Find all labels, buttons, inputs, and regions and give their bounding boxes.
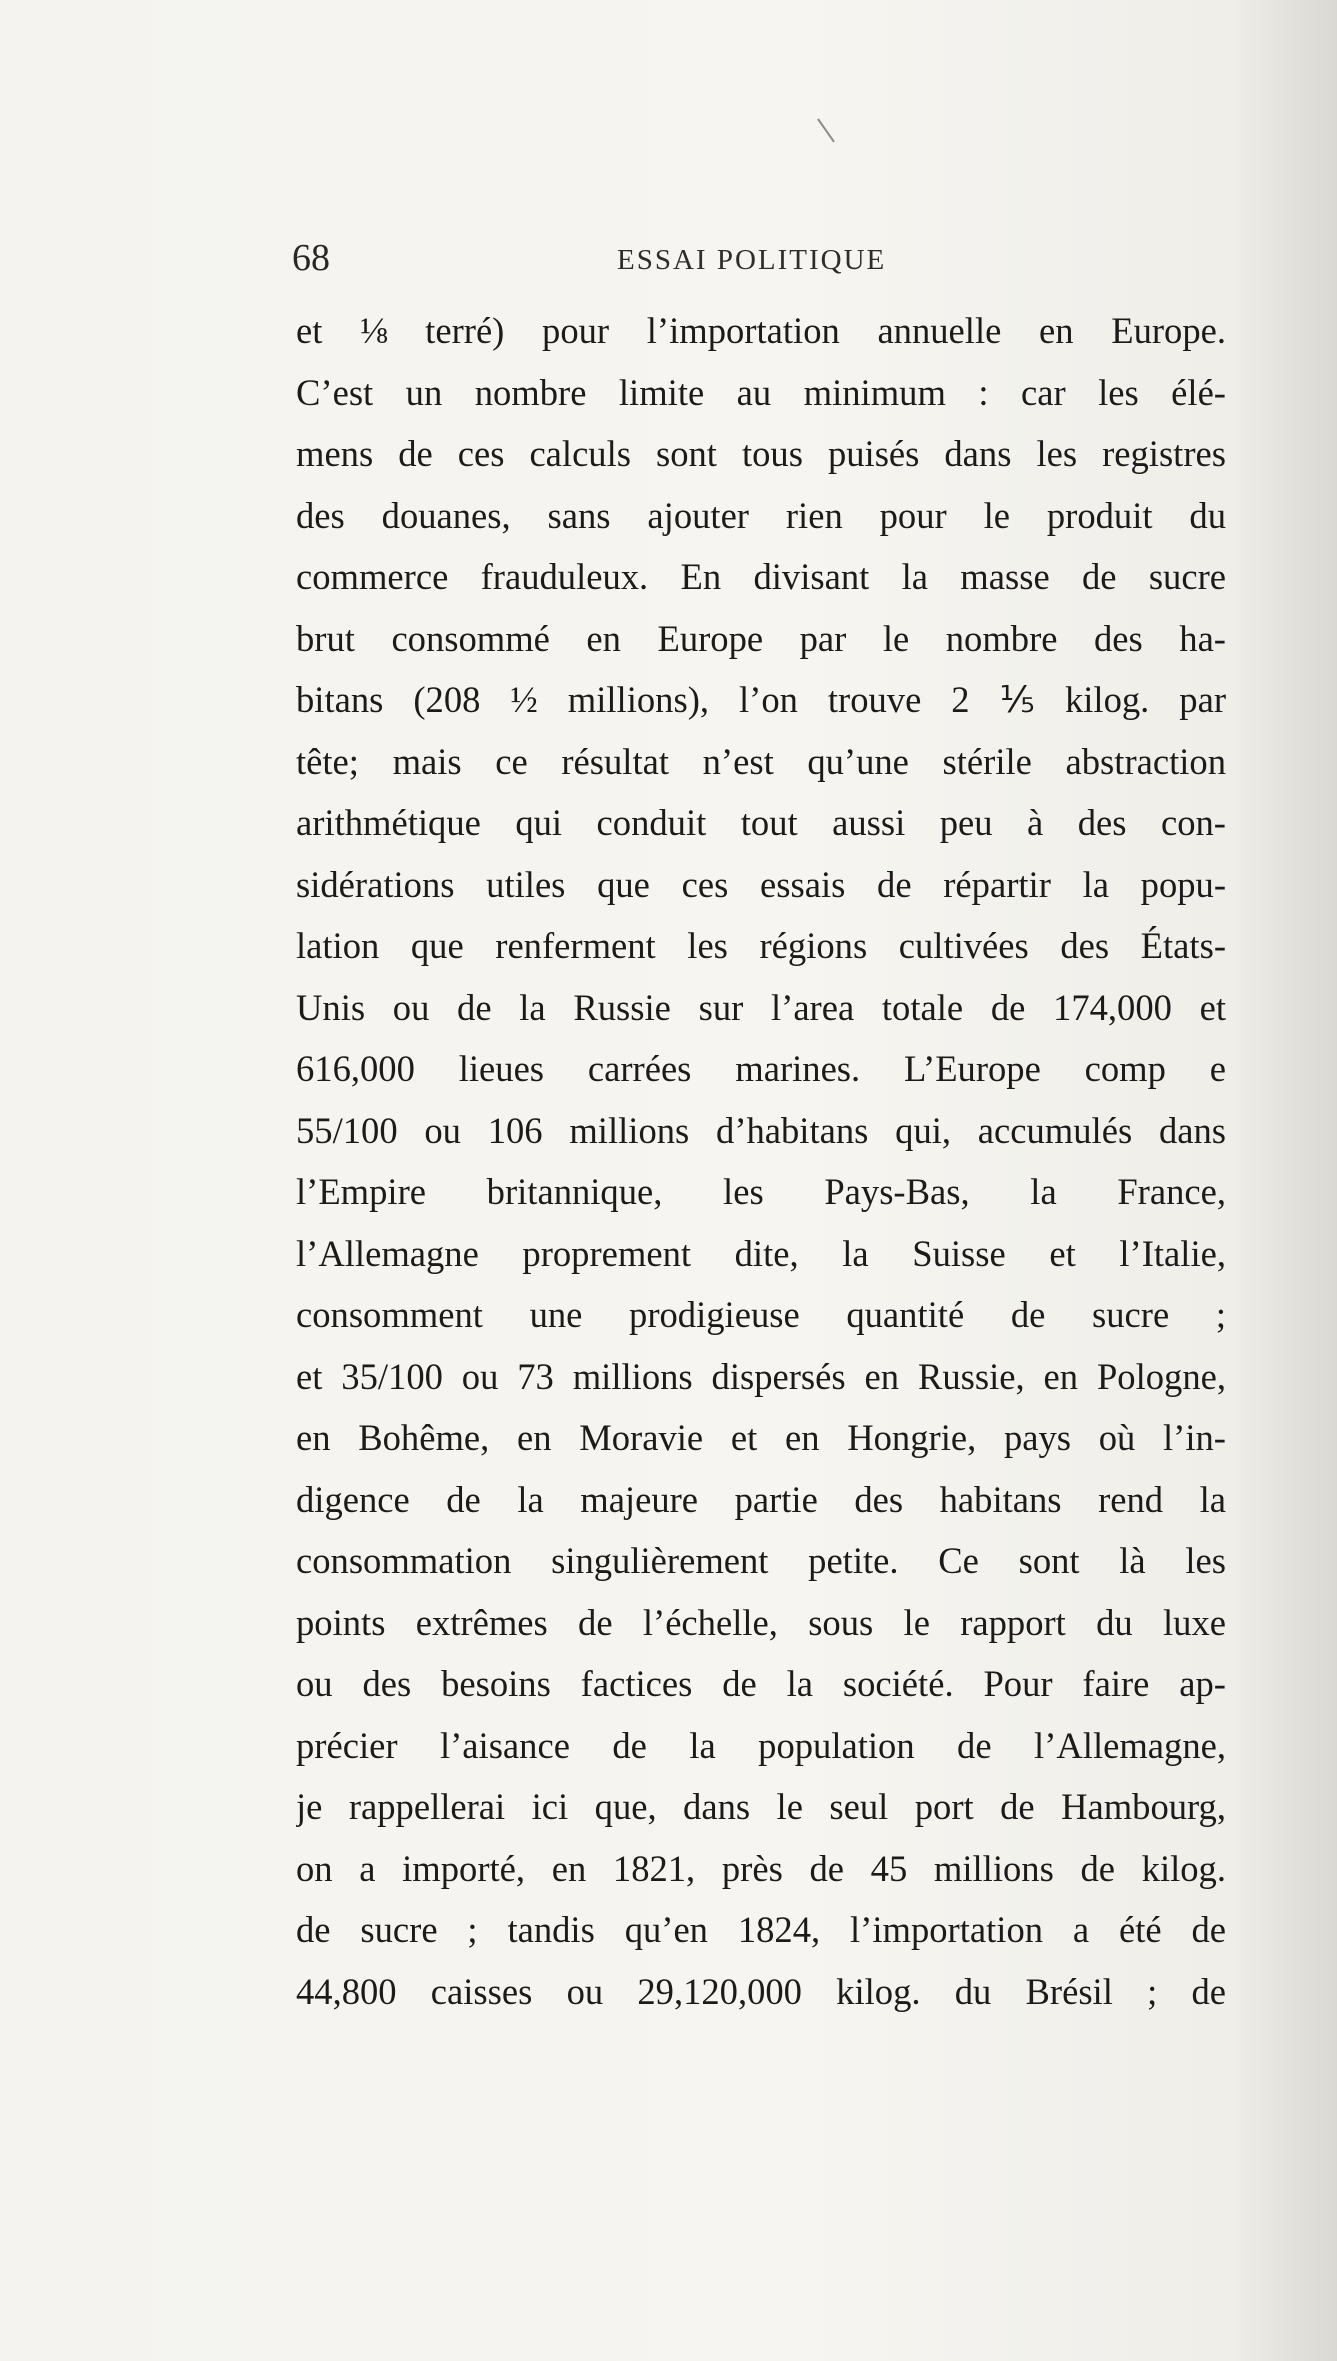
text-line: ou des besoins factices de la société. Pour faire ap- (296, 1663, 1226, 1704)
text-line: Unis ou de la Russie sur l’area totale de 174,000 et (296, 986, 1226, 1028)
text-line: et ⅛ terré) pour l’importation annuelle en Europe. (296, 310, 1226, 351)
text-line: sidérations utiles que ces essais de répartir la popu- (296, 863, 1226, 905)
text-line: précier l’aisance de la population de l’Allemagne, (296, 1724, 1226, 1766)
running-title: ESSAI POLITIQUE (617, 244, 887, 276)
page-header (292, 236, 1227, 284)
page-number: 68 (292, 237, 330, 279)
text-line: 55/100 ou 106 millions d’habitans qui, accumulés dans (296, 1109, 1226, 1151)
text-line: l’Allemagne proprement dite, la Suisse et l’Italie, (296, 1232, 1226, 1274)
text-line: C’est un nombre limite au minimum : car les élé- (296, 371, 1226, 413)
text-line: l’Empire britannique, les Pays-Bas, la France, (296, 1171, 1226, 1212)
text-line: bitans (208 ½ millions), l’on trouve 2 ⅕ kilog. par (296, 679, 1226, 720)
text-line: des douanes, sans ajouter rien pour le produit du (296, 494, 1226, 536)
page-mark (817, 118, 835, 142)
text-line: arithmétique qui conduit tout aussi peu à des con- (296, 802, 1226, 843)
text-line: 616,000 lieues carrées marines. L’Europe comp e (296, 1048, 1226, 1089)
text-line: de sucre ; tandis qu’en 1824, l’importation a été de (296, 1909, 1226, 1950)
text-line: et 35/100 ou 73 millions dispersés en Russie, en Pologne, (296, 1355, 1226, 1397)
text-line: lation que renferment les régions cultivées des États- (296, 925, 1226, 966)
text-line: on a importé, en 1821, près de 45 millions de kilog. (296, 1847, 1226, 1889)
text-line: en Bohême, en Moravie et en Hongrie, pays où l’in- (296, 1417, 1226, 1458)
text-line: 44,800 caisses ou 29,120,000 kilog. du Brésil ; de (296, 1970, 1226, 2012)
text-line: je rappellerai ici que, dans le seul port de Hambourg, (296, 1786, 1226, 1827)
text-line: points extrêmes de l’échelle, sous le rapport du luxe (296, 1601, 1226, 1643)
text-line: consommation singulièrement petite. Ce sont là les (296, 1540, 1226, 1581)
text-line: commerce frauduleux. En divisant la masse de sucre (296, 556, 1226, 597)
text-line: consomment une prodigieuse quantité de sucre ; (296, 1294, 1226, 1335)
text-line: tête; mais ce résultat n’est qu’une stérile abstraction (296, 740, 1226, 782)
text-line: brut consommé en Europe par le nombre des ha- (296, 617, 1226, 659)
body-text (296, 300, 1226, 2022)
text-line: digence de la majeure partie des habitans rend la (296, 1478, 1226, 1520)
text-line: mens de ces calculs sont tous puisés dans les registres (296, 433, 1226, 474)
